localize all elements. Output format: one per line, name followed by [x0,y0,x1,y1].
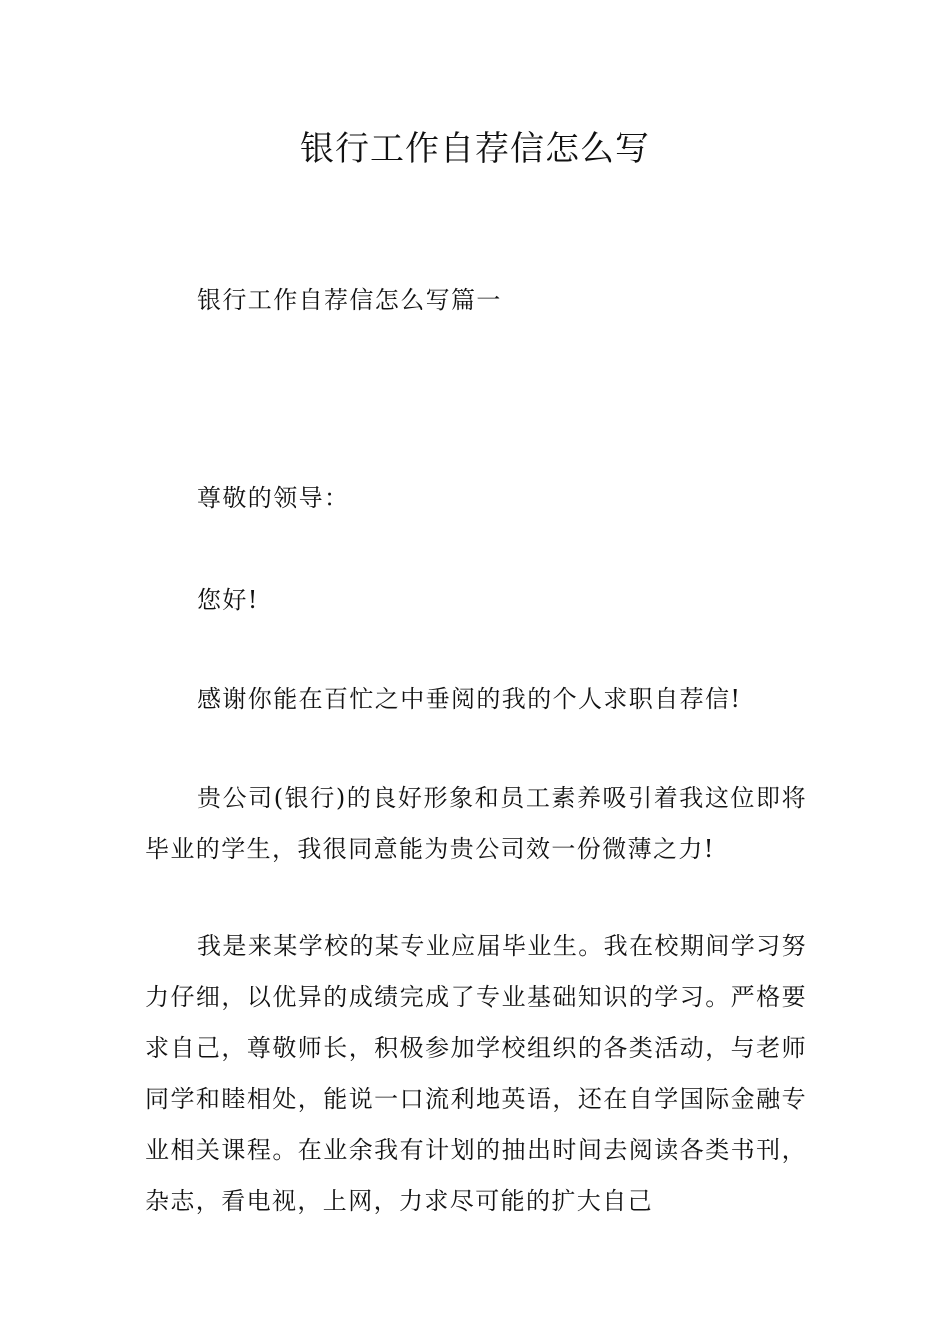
salutation-paragraph: 尊敬的领导： [197,484,350,512]
thanks-paragraph: 感谢你能在百忙之中垂阅的我的个人求职自荐信! [197,685,742,713]
document-title: 银行工作自荐信怎么写 [300,129,650,169]
greeting-paragraph: 您好! [197,586,259,614]
motivation-paragraph: 贵公司(银行)的良好形象和员工素养吸引着我这位即将毕业的学生，我很同意能为贵公司效一份微薄之力! [145,784,807,863]
self-introduction-paragraph: 我是来某学校的某专业应届毕业生。我在校期间学习努力仔细，以优异的成绩完成了专业基础知识的学习。严格要求自己，尊敬师长，积极参加学校组织的各类活动，与老师同学和睦相处，能说一口流利地英语，还在自学国际金融专业相关课程。在业余我有计划的抽出时间去阅读各类书刊，杂志，看电视，上网，力求尽可能的扩大自己 [145,932,807,1215]
section-heading: 银行工作自荐信怎么写篇一 [197,286,502,314]
